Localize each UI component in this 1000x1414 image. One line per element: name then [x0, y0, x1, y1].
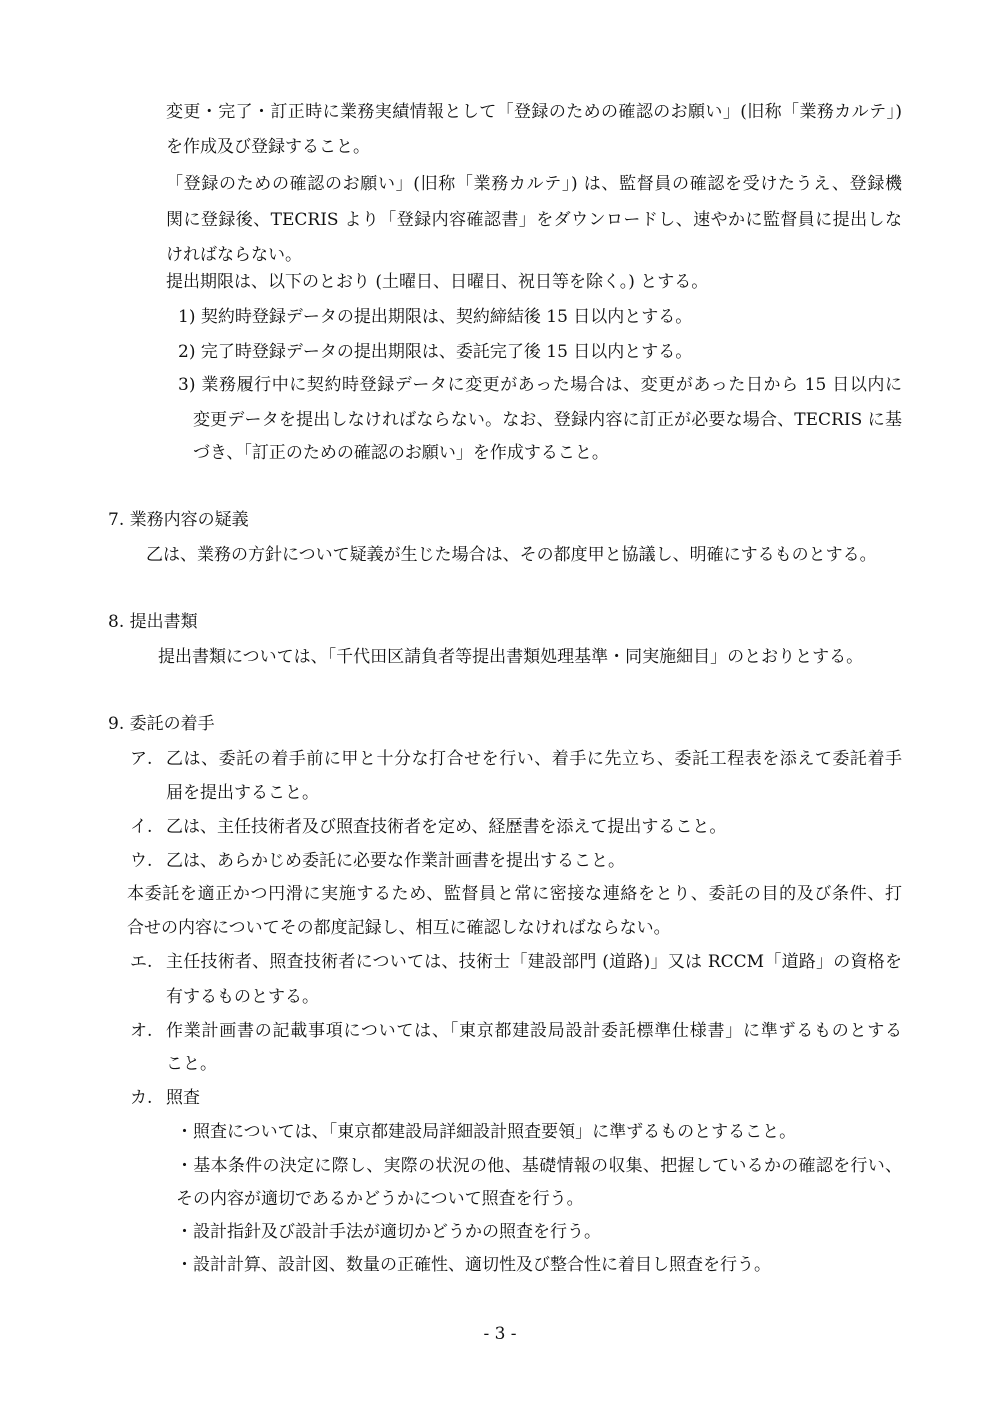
paragraph-line-1: 本委託を適正かつ円滑に実施するため、監督員と常に密接な連絡をとり、委託の目的及び条件、打	[127, 884, 902, 904]
deadline-item-1: 1) 契約時登録データの提出期限は、契約締結後 15 日以内とする。	[178, 307, 693, 327]
item-i-line-1: 乙は、主任技術者及び照査技術者を定め、経歴書を添えて提出すること。	[166, 817, 727, 837]
section-8-body: 提出書類については、「千代田区請負者等提出書類処理基準・同実施細目」のとおりとする。	[158, 647, 864, 667]
item-o-line-1: 作業計画書の記載事項については、「東京都建設局設計委託標準仕様書」に準ずるものとする	[166, 1021, 902, 1041]
intro-line-5: ければならない。	[166, 245, 302, 265]
intro-line-3: 「登録のための確認のお願い」(旧称「業務カルテ」) は、監督員の確認を受けたうえ、登録機	[166, 174, 902, 194]
item-a-label: ア.	[130, 749, 153, 769]
section-7-body: 乙は、業務の方針について疑義が生じた場合は、その都度甲と協議し、明確にするものとする。	[146, 545, 877, 565]
check-bullet-4: ・設計計算、設計図、数量の正確性、適切性及び整合性に着目し照査を行う。	[176, 1255, 771, 1275]
section-8-heading: 8. 提出書類	[108, 612, 198, 632]
item-e-label: エ.	[130, 952, 153, 972]
check-bullet-2a: ・基本条件の決定に際し、実際の状況の他、基礎情報の収集、把握しているかの確認を行い、	[176, 1156, 902, 1176]
item-ka-label: カ.	[130, 1088, 153, 1108]
item-u-label: ウ.	[130, 851, 153, 871]
intro-line-1: 変更・完了・訂正時に業務実績情報として「登録のための確認のお願い」(旧称「業務カルテ」)	[166, 102, 902, 122]
intro-line-4: 関に登録後、TECRIS より「登録内容確認書」をダウンロードし、速やかに監督員に提出しな	[166, 210, 902, 230]
check-bullet-3: ・設計指針及び設計手法が適切かどうかの照査を行う。	[176, 1222, 601, 1242]
check-bullet-2b: その内容が適切であるかどうかについて照査を行う。	[176, 1189, 584, 1209]
check-bullet-1: ・照査については、「東京都建設局詳細設計照査要領」に準ずるものとすること。	[176, 1122, 797, 1142]
deadline-item-3c: づき、「訂正のための確認のお願い」を作成すること。	[193, 443, 609, 463]
deadline-item-2: 2) 完了時登録データの提出期限は、委託完了後 15 日以内とする。	[178, 342, 693, 362]
intro-line-2: を作成及び登録すること。	[166, 137, 370, 157]
page-number: - 3 -	[483, 1324, 517, 1344]
item-a-line-2: 届を提出すること。	[166, 783, 319, 803]
item-i-label: イ.	[130, 817, 153, 837]
item-o-line-2: こと。	[166, 1054, 217, 1074]
deadline-item-3b: 変更データを提出しなければならない。なお、登録内容に訂正が必要な場合、TECRIS に基	[193, 410, 902, 430]
item-u-line-1: 乙は、あらかじめ委託に必要な作業計画書を提出すること。	[166, 851, 625, 871]
paragraph-line-2: 合せの内容についてその都度記録し、相互に確認しなければならない。	[127, 918, 671, 938]
item-o-label: オ.	[130, 1021, 153, 1041]
section-7-heading: 7. 業務内容の疑義	[108, 510, 249, 530]
item-e-line-2: 有するものとする。	[166, 987, 319, 1007]
item-ka-title: 照査	[166, 1088, 200, 1108]
section-9-heading: 9. 委託の着手	[108, 714, 215, 734]
item-a-line-1: 乙は、委託の着手前に甲と十分な打合せを行い、着手に先立ち、委託工程表を添えて委託着手	[166, 749, 902, 769]
deadline-item-3a: 3) 業務履行中に契約時登録データに変更があった場合は、変更があった日から 15 日以内に	[178, 375, 902, 395]
intro-line-6: 提出期限は、以下のとおり (土曜日、日曜日、祝日等を除く。) とする。	[166, 272, 709, 292]
item-e-line-1: 主任技術者、照査技術者については、技術士「建設部門 (道路)」又は RCCM「道路」の資格を	[166, 952, 902, 972]
